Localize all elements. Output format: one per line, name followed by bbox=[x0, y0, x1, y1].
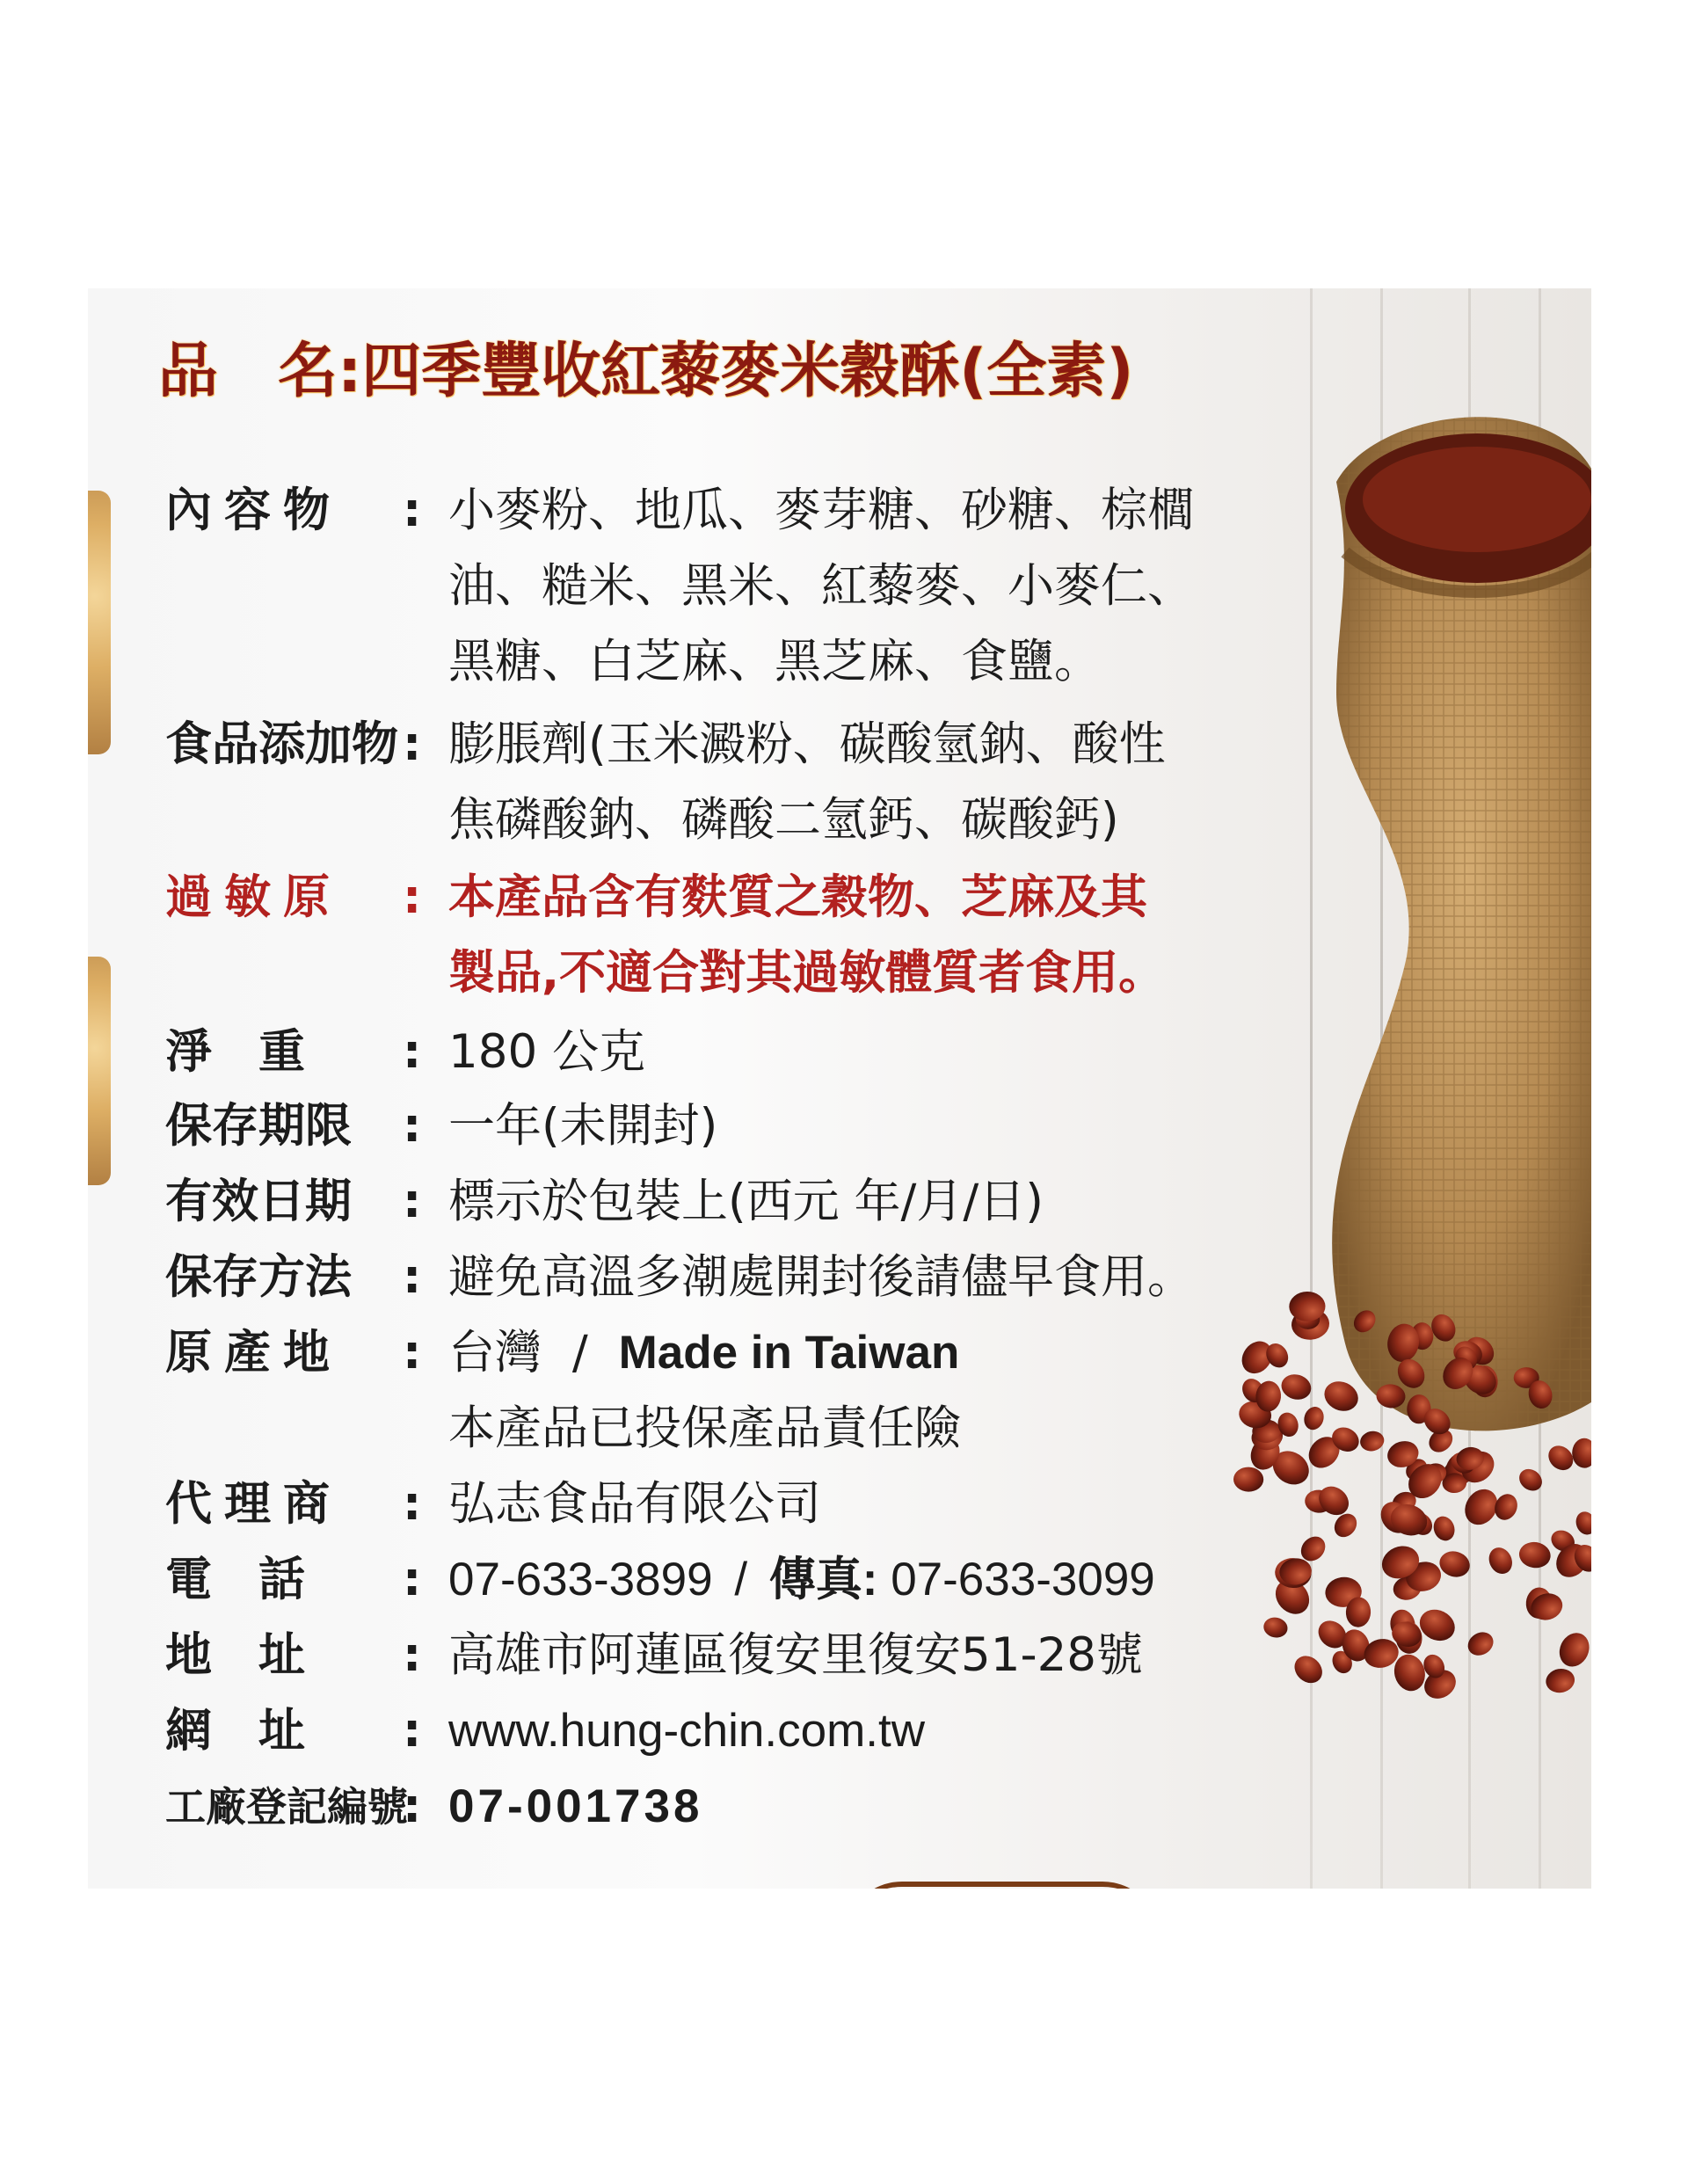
agent-label: 代理商 bbox=[165, 1477, 342, 1531]
quinoa-seed-icon bbox=[1262, 1615, 1290, 1640]
contents-line: 小麥粉、地瓜、麥芽糖、砂糖、棕櫚 bbox=[448, 484, 1194, 537]
phone-fax-value bbox=[448, 1542, 1213, 1618]
colon: : bbox=[403, 1477, 422, 1531]
logo-arc-decoration bbox=[844, 1882, 1160, 1889]
colon: : bbox=[403, 717, 422, 771]
quinoa-seed-icon bbox=[1437, 1547, 1473, 1581]
additives-line: 焦磷酸鈉、磷酸二氫鈣、碳酸鈣) bbox=[448, 793, 1119, 847]
quinoa-seed-icon bbox=[1572, 1438, 1591, 1468]
address-value: 高雄市阿蓮區復安里復安51-28號 bbox=[448, 1628, 1144, 1682]
quinoa-seed-icon bbox=[1491, 1490, 1522, 1523]
factory-reg-value: 07-001738 bbox=[448, 1780, 703, 1832]
colon: : bbox=[338, 337, 362, 406]
additives-value bbox=[448, 707, 1213, 858]
quinoa-seed-icon bbox=[1515, 1465, 1546, 1496]
net-weight-label: 淨 重 bbox=[165, 1025, 305, 1079]
colon: : bbox=[403, 1553, 422, 1606]
colon: : bbox=[403, 1175, 422, 1228]
allergens-value bbox=[448, 860, 1213, 1011]
additives-line: 膨脹劑(玉米澱粉、碳酸氫鈉、酸性 bbox=[448, 717, 1166, 771]
allergens-label: 過敏原 bbox=[165, 870, 342, 924]
product-name-value: 四季豐收紅藜麥米穀酥(全素) bbox=[361, 337, 1134, 406]
quinoa-seed-icon bbox=[1358, 1429, 1386, 1453]
quinoa-seed-icon bbox=[1301, 1404, 1327, 1432]
liability-insurance-note: 本產品已投保產品責任險 bbox=[448, 1401, 961, 1455]
factory-reg-label: 工廠登記編號 bbox=[165, 1783, 408, 1831]
origin-separator: / bbox=[571, 1326, 588, 1380]
fax-number: 07-633-3099 bbox=[891, 1554, 1155, 1605]
colon: : bbox=[403, 1250, 422, 1304]
origin-line bbox=[448, 1315, 1213, 1391]
contents-label: 內容物 bbox=[165, 484, 342, 537]
quinoa-seed-icon bbox=[1464, 1627, 1498, 1660]
origin-value bbox=[448, 1315, 1213, 1467]
shelf-life-value: 一年(未開封) bbox=[448, 1099, 718, 1153]
colon: : bbox=[403, 1628, 422, 1682]
origin-country: 台灣 bbox=[448, 1326, 542, 1380]
origin-english: Made in Taiwan bbox=[618, 1327, 960, 1379]
quinoa-seed-icon bbox=[1544, 1666, 1576, 1694]
burlap-sack-icon bbox=[1332, 417, 1591, 1431]
website-url: www.hung-chin.com.tw bbox=[448, 1705, 925, 1757]
origin-label: 原產地 bbox=[165, 1326, 342, 1380]
phone-number: 07-633-3899 bbox=[448, 1554, 713, 1605]
quinoa-seed-icon bbox=[1430, 1513, 1458, 1543]
colon: : bbox=[403, 1326, 422, 1380]
phone-separator: / bbox=[734, 1554, 748, 1605]
contents-line: 黑糖、白芝麻、黑芝麻、食鹽。 bbox=[448, 635, 1101, 688]
quinoa-seed-icon bbox=[1278, 1371, 1314, 1402]
product-name-line bbox=[158, 332, 1133, 411]
expiry-value: 標示於包裝上(西元 年/月/日) bbox=[448, 1175, 1044, 1228]
net-weight-value: 180 公克 bbox=[448, 1025, 646, 1079]
colon: : bbox=[403, 484, 422, 537]
colon: : bbox=[403, 1025, 422, 1079]
product-name-label: 品 名 bbox=[158, 337, 338, 406]
fax-label: 傳真: bbox=[768, 1554, 878, 1605]
quinoa-seed-icon bbox=[1554, 1628, 1591, 1671]
address-label: 地 址 bbox=[165, 1628, 305, 1682]
quinoa-seed-icon bbox=[1233, 1467, 1264, 1492]
colon: : bbox=[403, 1099, 422, 1153]
quinoa-seed-icon bbox=[1485, 1544, 1517, 1578]
contents-line: 油、糙米、黑米、紅藜麥、小麥仁、 bbox=[448, 559, 1194, 613]
agent-value: 弘志食品有限公司 bbox=[448, 1477, 821, 1531]
storage-label: 保存方法 bbox=[165, 1250, 352, 1304]
quinoa-seed-icon bbox=[1320, 1376, 1363, 1416]
shelf-life-label: 保存期限 bbox=[165, 1099, 352, 1153]
quinoa-seed-icon bbox=[1573, 1509, 1591, 1537]
product-label bbox=[88, 288, 1591, 1889]
phone-label: 電 話 bbox=[165, 1553, 305, 1606]
colon: : bbox=[403, 1704, 422, 1758]
quinoa-seed-icon bbox=[1517, 1540, 1553, 1569]
expiry-label: 有效日期 bbox=[165, 1175, 352, 1228]
allergens-line: 製品,不適合對其過敏體質者食用。 bbox=[448, 946, 1166, 1000]
additives-label: 食品添加物 bbox=[165, 717, 398, 771]
colon: : bbox=[403, 870, 422, 924]
allergens-line: 本產品含有麩質之穀物、芝麻及其 bbox=[448, 870, 1147, 924]
quinoa-seed-icon bbox=[1289, 1650, 1328, 1688]
colon: : bbox=[403, 1780, 422, 1833]
website-label: 網 址 bbox=[165, 1704, 305, 1758]
storage-value: 避免高溫多潮處開封後請儘早食用。 bbox=[448, 1250, 1194, 1304]
contents-value bbox=[448, 473, 1213, 700]
